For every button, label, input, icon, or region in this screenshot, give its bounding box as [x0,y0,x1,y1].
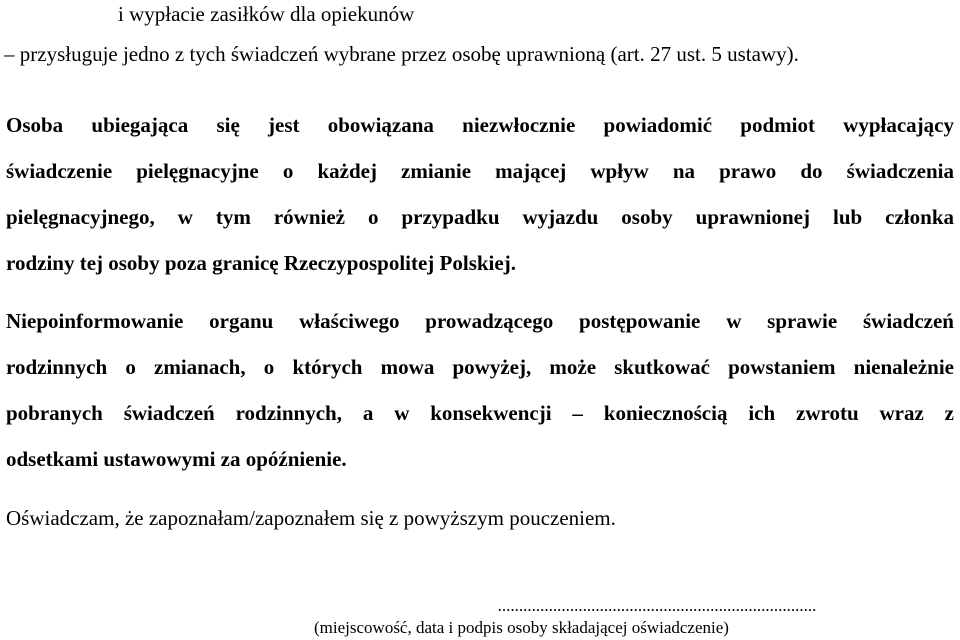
obligation-row: świadczenie pielęgnacyjne o każdej zmianie mającej wpływ na prawo do świadczenia [6,159,954,183]
consequence-row: Niepoinformowanie organu właściwego prowadzącego postępowanie w sprawie świadczeń [6,309,954,333]
signature-line: ........................................................................... [497,596,817,615]
obligation-row: Osoba ubiegająca się jest obowiązana niezwłocznie powiadomić podmiot wypłacający [6,113,954,137]
consequence-row: odsetkami ustawowymi za opóźnienie. [6,447,347,471]
declaration-statement: Oświadczam, że zapoznałam/zapoznałem się z powyższym pouczeniem. [6,506,616,530]
obligation-row: rodziny tej osoby poza granicę Rzeczypospolitej Polskiej. [6,251,516,275]
consequence-row: pobranych świadczeń rodzinnych, a w konsekwencji – koniecznością ich zwrotu wraz z [6,401,954,425]
consequence-row: rodzinnych o zmianach, o których mowa powyżej, może skutkować powstaniem nienależnie [6,355,954,379]
consequence-paragraph [6,298,954,482]
intro-line-2: – przysługuje jedno z tych świadczeń wybrane przez osobę uprawnioną (art. 27 ust. 5 ustawy). [4,42,799,66]
intro-line-1: i wypłacie zasiłków dla opiekunów [118,2,415,26]
signature-caption: (miejscowość, data i podpis osoby składającej oświadczenie) [314,618,729,637]
obligation-paragraph [6,102,954,286]
obligation-row: pielęgnacyjnego, w tym również o przypadku wyjazdu osoby uprawnionej lub członka [6,205,954,229]
